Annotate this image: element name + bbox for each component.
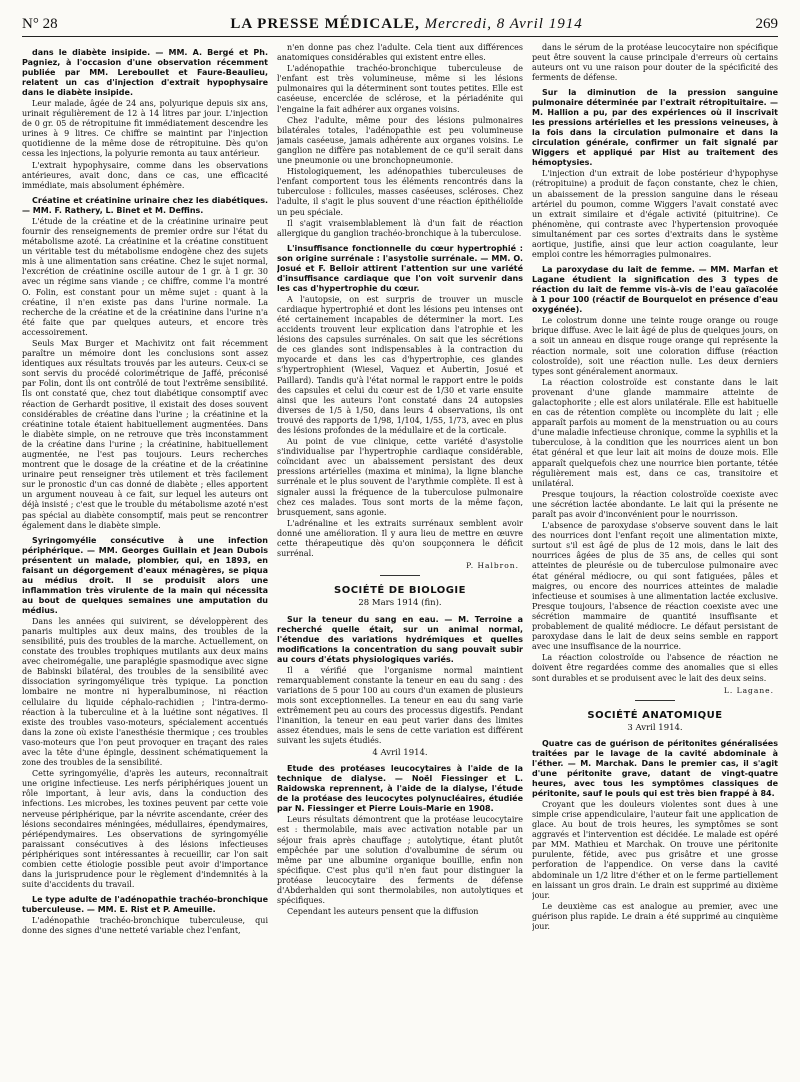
page-header bbox=[22, 16, 778, 37]
column-2 bbox=[277, 43, 523, 1073]
paragraph: Cependant les auteurs pensent que la diffusion bbox=[287, 907, 479, 917]
article-columns bbox=[22, 43, 778, 1073]
article-heading: Créatine et créatinine urinaire chez les diabétiques. — MM. F. Rathery, L. Binet et M. Deffins. bbox=[22, 195, 268, 215]
page-number: 269 bbox=[755, 16, 778, 32]
article-heading: Le type adulte de l'adénopathie trachéo-bronchique tuberculeuse. — MM. E. Rist et P. Ameuille. bbox=[22, 895, 268, 915]
column-3 bbox=[532, 43, 778, 1073]
author-signature: L. Lagane. bbox=[723, 685, 774, 695]
session-date: 28 Mars 1914 (fin). bbox=[358, 598, 442, 609]
paragraph: dans le sérum de la protéase leucocytaire non spécifique peut être souvent la cause principale d'erreurs où certains auteurs ont vu une raison pour douter de la spécificité des ferments de défense. bbox=[532, 43, 778, 83]
article-heading: dans le diabète insipide. — MM. A. Bergé et Ph. Pagniez, à l'occasion d'une observation récemment publiée par MM. Lereboullet et Faure-Beaulieu, relatent un cas d'injection d'extrait hypophysaire dans le diabète insipide. bbox=[22, 48, 268, 97]
paragraph: La réaction colostroïde ou l'absence de réaction ne doivent être regardées comme des anomalies que si elles sont durables et se produisent avec le lait des deux seins. bbox=[532, 653, 778, 683]
issue-date: Mercredi, 8 Avril 1914 bbox=[424, 16, 583, 32]
article-heading: Quatre cas de guérison de péritonites généralisées traitées par le lavage de la cavité abdominale à l'éther. — M. Marchak. Dans le premier cas, il s'agit d'une péritonite grave, datant de vingt-quatre heures, avec tous les symptômes classiques de péritonite, sauf le pouls qui est très bien frappé à 84. bbox=[532, 738, 778, 798]
paragraph: Chez l'adulte, même pour des lésions pulmonaires bilatérales totales, l'adénopathie est peu volumineuse jamais caséeuse, jamais adhérente aux organes voisins. Le ganglion ne diffère pas notablement de ce qu'il serait dans une pneumonie ou une bronchopneumonie. bbox=[277, 115, 523, 166]
paragraph: Histologiquement, les adénopathies tuberculeuses de l'enfant comportent tous les éléments rencontrés dans la tuberculose : follicules, masses caséeuses, scléroses. Chez l'adulte, il s'agit le plus souvent d'une réaction épithélioïde un peu spéciale. bbox=[277, 167, 523, 217]
paragraph: Leur malade, âgée de 24 ans, polyurique depuis six ans, urinait régulièrement de 12 à 14 litres par jour. L'injection de 0 gr. 05 de rétropituine fit immédiatement descendre les urines à 9 litres. Ce chiffre se maintint par l'injection quotidienne de la même dose de rétropituine. Dès qu'on cessa les injections, la polyurie remonta au taux antérieur. bbox=[22, 99, 268, 159]
paragraph: L'injection d'un extrait de lobe postérieur d'hypophyse (rétropituine) a produit de façon constante, chez le chien, un abaissement de la pression sanguine dans le réseau artériel du poumon, comme Wiggers l'avait constaté avec un extrait similaire et d'égale activité (pituitrine). Ce phénomène, qui contraste avec l'hypertension provoquée simultanément par ces sortes d'extraits dans le système aortique, justifie, ainsi que leur action coagulante, leur emploi contre les hémorragies pulmonaires. bbox=[532, 169, 778, 260]
author-signature: P. Halbron. bbox=[466, 561, 519, 571]
section-divider bbox=[635, 700, 675, 701]
paragraph: La réaction colostroïde est constante dans le lait provenant d'une glande mammaire atteinte de galactophorite ; elle est alors unilatérale. Elle est habituelle en cas de rétention complète ou incomplète du lait ; elle apparaît parfois au moment de la menstruation ou au cours d'une maladie infectieuse chronique, comme la syphilis et la tuberculose, à la condition que les nourrices aient un bon état général et que leur lait ait moins de douze mois. Elle apparaît quelquefois chez une nourrice bien portante, tétée régulièrement mais est, dans ce cas, transitoire et unilatéral. bbox=[532, 377, 778, 488]
issue-number: N° 28 bbox=[22, 16, 58, 32]
section-title: SOCIÉTÉ DE BIOLOGIE bbox=[334, 585, 466, 597]
paragraph: L'absence de paroxydase s'observe souvent dans le lait des nourrices dont l'enfant reçoit une alimentation mixte, surtout s'il est âgé de plus de 12 mois, dans le lait des nourrices âgées de plus de 35 ans, de celles qui sont atteintes de pleurésie ou de tuberculose pulmonaire avec état général médiocre, ou qui sont fatiguées, pâles et maigres, ou encore des nourrices atteintes de maladie infectieuse et soumises à une alimentation lactée exclusive. Presque toujours, l'absence de réaction coexiste avec une sécrétion mammaire de quantité insuffisante et probablement de qualité médiocre. Le défaut persistant de paroxydase dans le lait de deux seins semble en rapport avec une insuffisance de la nourrice. bbox=[532, 521, 778, 652]
paragraph: L'adrénaline et les extraits surrénaux semblent avoir donné une amélioration. Il y aura lieu de mettre en œuvre cette thérapeutique dès qu'on soupçonnera le déficit surrénal. bbox=[277, 518, 523, 559]
article-heading: L'insuffisance fonctionnelle du cœur hypertrophié : son origine surrénale : l'asystolie surrénale. — MM. O. Josué et F. Belloir attirent l'attention sur une variété d'insuffisance cardiaque que l'on voit survenir dans les cas d'hypertrophie du cœur. bbox=[277, 243, 523, 293]
paragraph: L'étude de la créatine et de la créatinine urinaire peut fournir des renseignements de premier ordre sur l'état du métabolisme azoté. La créatinine et la créatine constituent un véritable test du métabolisme endogène chez des sujets mis à une alimentation sans créatine. Chez le sujet normal, l'excrétion de créatinine oscille autour de 1 gr. à 1 gr. 30 avec un régime sans viande ; ce chiffre, comme l'a montré O. Folin, est constant pour un même sujet : quant à la créatine, il n'en existe pas dans l'urine normale. La recherche de la créatine et de la créatinine dans l'urine n'a été faite que par quelques auteurs, et encore très accessoirement. bbox=[22, 216, 268, 337]
paragraph: A l'autopsie, on est surpris de trouver un muscle cardiaque hypertrophié et dont les lésions peu intenses ont été certainement incapables de déterminer la mort. Les accidents trouvent leur explication dans l'atrophie et les lésions des capsules surrénales. On sait que les sécrétions de ces glandes sont indispensables à la contraction du myocarde et dans les cas d'hypertrophie, ces glandes s'hypertrophient (Wiesel, Vaquez et Aubertin, Josué et Paillard). Tandis qu'à l'état normal le rapport entre le poids des capsules et celui du cœur est de 1/30 et varie ensuite ainsi que les auteurs l'ont constaté dans 24 autopsies diverses de 1/5 à 1/50, dans leurs 4 observations, ils ont trouvé des rapports de 1/98, 1/104, 1/55, 1/73, avec en plus des lésions profondes de la médullaire et de la corticale. bbox=[277, 294, 523, 435]
paragraph: Le colostrum donne une teinte rouge orange ou rouge brique diffuse. Avec le lait âgé de plus de quelques jours, on a soit un anneau en disque rouge orange qui représente la réaction normale, soit une coloration diffuse (réaction colostroïde), soit une réaction nulle. Les deux derniers types sont généralement anormaux. bbox=[532, 316, 778, 376]
article-heading: Sur la diminution de la pression sanguine pulmonaire déterminée par l'extrait rétropituitaire. — M. Hallion a pu, par des expériences où il inscrivait les pressions artérielles et les pressions veineuses, à la fois dans la circulation pulmonaire et dans la circulation générale, confirmer un fait signalé par Wiggers et appliqué par Hist au traitement des hémoptysies. bbox=[532, 88, 778, 168]
paragraph: Il s'agit vraisemblablement là d'un fait de réaction allergique du ganglion trachéo-bronchique à la tuberculose. bbox=[277, 218, 523, 238]
paragraph: n'en donne pas chez l'adulte. Cela tient aux différences anatomiques considérables qui existent entre elles. bbox=[277, 43, 523, 63]
paragraph: Seuls Max Burger et Machivitz ont fait récemment paraître un mémoire dont les conclusions sont assez identiques aux résultats trouvés par les auteurs. Ceux-ci se sont servis du procédé colorimétrique de Jaffé, préconisé par Folin, dont ils ont contrôlé de tout l'extrême sensibilité. Ils ont constaté que, chez tout diabétique consomptif avec réaction de Gerhardt positive, il existait des doses souvent considérables de créatine dans l'urine ; la créatinine et la créatinine totale étaient habituellement augmentées. Dans le diabète simple, on ne retrouve que très inconstamment de la créatine dans l'urine ; la créatinine, habituellement augmentée, ne l'est pas toujours. Leurs recherches montrent que le dosage de la créatine et de la créatinine urinaire peut renseigner très utilement et très facilement sur le pronostic d'un cas donné de diabète ; elles apportent un argument nouveau à ce fait, sur lequel les auteurs ont déjà insisté ; c'est que le trouble du métabolisme azoté n'est pas spécial au diabète consomptif, mais peut se rencontrer également dans le diabète simple. bbox=[22, 338, 268, 530]
paragraph: Dans les années qui suivirent, se développèrent des panaris multiples aux deux mains, des troubles de la sensibilité, puis des troubles de la marche. Actuellement, on constate des troubles trophiques mutilants aux deux mains avec cheiromégalie, une paraplégie spasmodique avec signe de Babinski bilatéral, des troubles de la sensibilité avec dissociation syringomyélique très typique. La ponction lombaire ne montre ni hyperalbuminose, ni réaction cellulaire du liquide céphalo-rachidien ; l'intra-dermo-réaction à la tuberculine et à la luétine sont négatives. Il existe des troubles vaso-moteurs, spécialement accentués dans la zone où existe l'anesthésie thermique ; ces troubles vaso-moteurs que l'on peut provoquer en traçant des raies avec la tête d'une épingle, dessinent schématiquement la zone des troubles de la sensibilité. bbox=[22, 616, 268, 768]
session-date: 3 Avril 1914. bbox=[627, 722, 683, 733]
paragraph: Croyant que les douleurs violentes sont dues à une simple crise appendiculaire, l'auteur fait une application de glace. Au bout de trois heures, les symptômes se sont aggravés et l'intervention est décidée. Le malade est opéré par MM. Mathieu et Marchak. On trouve une péritonite purulente, fétide, avec pus grisâtre et une grosse perforation de l'appendice. On verse dans la cavité abdominale un 1/2 litre d'éther et on le ferme partiellement en laissant un gros drain. Le drain est supprimé au dixième jour. bbox=[532, 799, 778, 900]
session-date: 4 Avril 1914. bbox=[372, 748, 428, 759]
paragraph: Au point de vue clinique, cette variété d'asystolie s'individualise par l'hypertrophie cardiaque considérable, coïncidant avec un abaissement persistant des deux pressions artérielles (maxima et minima), la ligne blanche surrénale et le plus souvent de l'arythmie complète. Il est à signaler aussi la fréquence de la tuberculose pulmonaire chez ces malades. Tous sont morts de la même façon, brusquement, sans agonie. bbox=[277, 437, 523, 517]
paragraph: Leurs résultats démontrent que la protéase leucocytaire est : thermolabile, mais avec activation notable par un séjour frais après chauffage ; autolytique, étant plutôt empêchée par une solution d'ovalbumine de sérum ou même par une albumine organique bouillie, enfin non spécifique. C'est plus qu'il n'en faut pour distinguer la protéase leucocytaire des ferments de défense d'Abderhalden qui sont thermolabiles, non autolytiques et spécifiques. bbox=[277, 815, 523, 906]
section-divider bbox=[380, 575, 420, 576]
journal-title: LA PRESSE MÉDICALE, bbox=[230, 16, 420, 32]
paragraph: L'extrait hypophysaire, comme dans les observations antérieures, avait donc, dans ce cas, une efficacité immédiate, mais absolument éphémère. bbox=[22, 160, 268, 190]
paragraph: Il a vérifié que l'organisme normal maintient remarquablement constante la teneur en eau du sang : des variations de 5 pour 100 au cours d'un examen de plusieurs mois sont exceptionnelles. La teneur en eau du sang varie extrêmement peu au cours des processus digestifs. Pendant l'inanition, la teneur en eau peut varier dans des limites assez étendues, mais le sens de cette variation est différent suivant les sujets étudiés. bbox=[277, 665, 523, 746]
paragraph: L'adénopathie trachéo-bronchique tuberculeuse de l'enfant est très volumineuse, même si les lésions pulmonaires qui la déterminent sont toutes petites. Elle est caséeuse, encerclée de sclérose, et la périadénite qui l'engaine la fait adhérer aux organes voisins. bbox=[277, 64, 523, 114]
article-heading: La paroxydase du lait de femme. — MM. Marfan et Lagane étudient la signification des 3 types de réaction du lait de femme vis-à-vis de l'eau gaïacolée à 1 pour 100 (réactif de Bourquelot en présence d'eau oxygénée). bbox=[532, 265, 778, 315]
paragraph: Presque toujours, la réaction colostroïde coexiste avec une sécrétion lactée abondante. Le lait qui la présente ne paraît pas avoir d'inconvénient pour le nourrisson. bbox=[532, 489, 778, 519]
article-heading: Syringomyélie consécutive à une infection périphérique. — MM. Georges Guillain et Jean Dubois présentent un malade, plombier, qui, en 1893, en faisant un dégorgement d'eaux ménagères, se piqua au médius droit. Il se produisit alors une inflammation très virulente de la main qui nécessita au bout de quelques semaines une amputation du médius. bbox=[22, 535, 268, 615]
journal-masthead bbox=[230, 16, 582, 33]
paragraph: L'adénopathie trachéo-bronchique tuberculeuse, qui donne des signes d'une netteté variable chez l'enfant, bbox=[22, 916, 268, 936]
article-heading: Etude des protéases leucocytaires à l'aide de la technique de dialyse. — Noël Fiessinger et L. Raidowska reprennent, à l'aide de la dialyse, l'étude de la protéase des leucocytes polynucléaires, étudiée par N. Fiessinger et Pierre Louis-Marie en 1908. bbox=[277, 764, 523, 814]
article-heading: Sur la teneur du sang en eau. — M. Terroine a recherché quelle était, sur un animal normal, l'étendue des variations hydrémiques et quelles modifications la concentration du sang pouvait subir au cours d'états physiologiques variés. bbox=[277, 614, 523, 664]
section-title: SOCIÉTÉ ANATOMIQUE bbox=[587, 709, 723, 721]
column-1 bbox=[22, 43, 268, 1073]
paragraph: Le deuxième cas est analogue au premier, avec une guérison plus rapide. Le drain a été supprimé au cinquième jour. bbox=[532, 901, 778, 931]
paragraph: Cette syringomyélie, d'après les auteurs, reconnaîtrait une origine infectieuse. Les nerfs périphériques jouent un rôle important, à leur avis, dans la conduction des infections. Les microbes, les toxines peuvent par cette voie nerveuse périphérique, par la névrite ascendante, créer des lésions secondaires méningées, médullaires, épendymaires, périépendymaires. Les observations de syringomyélie paraissant consécutives à des lésions infectieuses périphériques sont intéressantes à recueillir, car l'on sait combien cette étiologie possible peut avoir d'importance dans la jurisprudence pour le règlement d'indemnités à la suite d'accidents du travail. bbox=[22, 769, 268, 890]
